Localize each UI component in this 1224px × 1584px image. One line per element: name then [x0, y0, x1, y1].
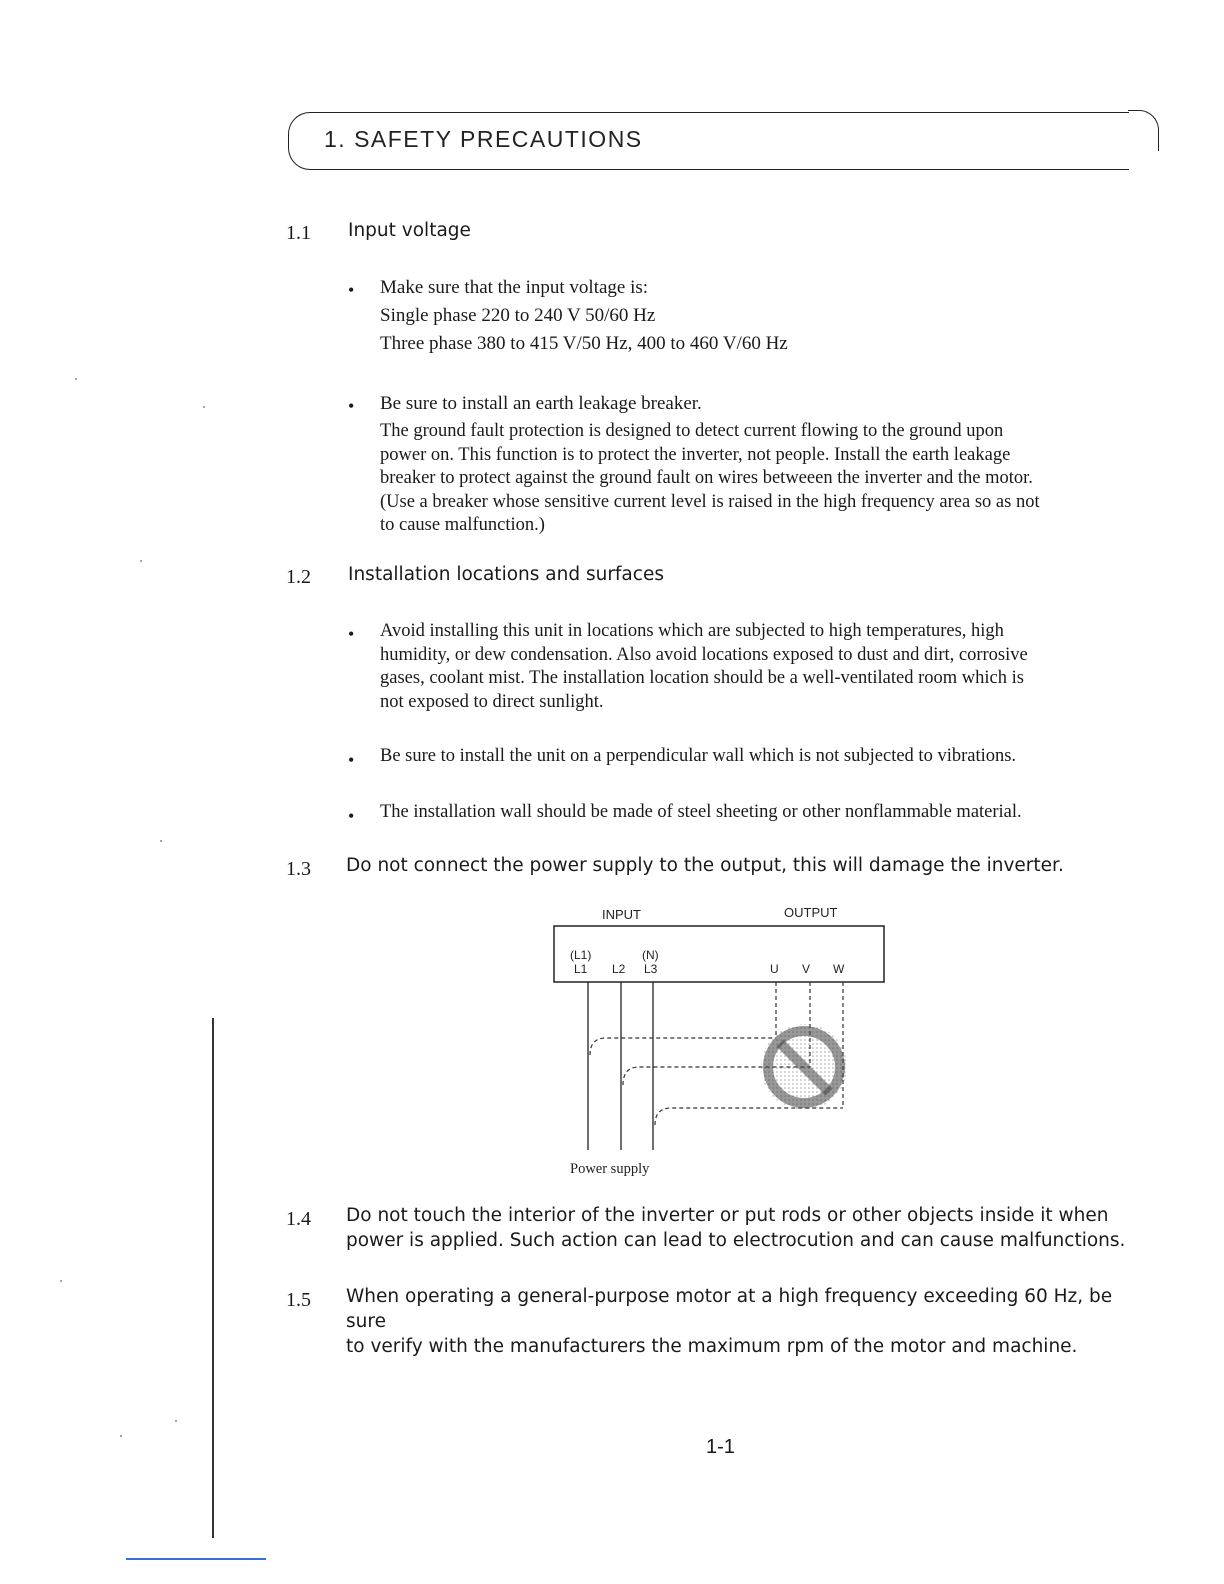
- terminal-label: V: [802, 962, 811, 976]
- bullet: •: [348, 750, 355, 770]
- scan-speck: [120, 1435, 122, 1437]
- section-text-1-3: Do not connect the power supply to the output, this will damage the inverter.: [346, 855, 1064, 876]
- terminal-label: L2: [612, 962, 626, 976]
- page-number: 1-1: [706, 1436, 735, 1458]
- wiring-diagram: [540, 895, 900, 1185]
- section-number-1-2: 1.2: [286, 566, 311, 588]
- bullet-paragraph: Avoid installing this unit in locations which are subjected to high temperatures, high humidity, or dew condensation. Also avoid locations exposed to dust and dirt, corrosive gases, coolant mist. The installation location should be a well-ventilated room which is not exposed to direct sunlight.: [380, 621, 1028, 712]
- section-number-1-1: 1.1: [286, 222, 311, 244]
- section-text-1-5: When operating a general-purpose motor at a high frequency exceeding 60 Hz, be sure to verify with the manufacturers the maximum rpm of the motor and machine.: [346, 1286, 1113, 1357]
- bullet-paragraph: The installation wall should be made of steel sheeting or other nonflammable material.: [380, 802, 1022, 822]
- scan-speck: [75, 378, 77, 380]
- terminal-label: L3: [644, 962, 658, 976]
- terminal-label: U: [770, 962, 779, 976]
- bullet-title: Be sure to install an earth leakage breaker.: [380, 393, 702, 414]
- scan-speck: [175, 1420, 177, 1422]
- terminal-alt-label: (N): [642, 948, 659, 962]
- section-header-corner: [1128, 110, 1159, 151]
- bullet: •: [348, 396, 355, 416]
- bullet-paragraph: The ground fault protection is designed to detect current flowing to the ground upon power on. This function is to protect the inverter, not people. Install the earth leakage breaker to protect against the ground fault on wires betweeen the inverter and the motor. (Use a breaker whose sensitive current level is raised in the high frequency area so as not to cause malfunction.): [380, 421, 1040, 535]
- bullet-paragraph: Be sure to install the unit on a perpendicular wall which is not subjected to vibrations.: [380, 746, 1017, 766]
- section-heading-1-2: Installation locations and surfaces: [348, 564, 664, 585]
- scan-edge-line: [126, 1558, 266, 1560]
- output-label: OUTPUT: [784, 905, 838, 920]
- section-text-1-4: Do not touch the interior of the inverter or put rods or other objects inside it when power is applied. Such action can lead to electrocution and can cause malfunctions.: [346, 1205, 1126, 1251]
- scan-speck: [203, 406, 205, 408]
- power-supply-label: Power supply: [570, 1161, 650, 1177]
- bullet: •: [348, 624, 355, 644]
- prohibited-icon: [761, 1024, 847, 1110]
- section-number-1-3: 1.3: [286, 858, 311, 880]
- terminal-label: W: [833, 962, 845, 976]
- section-number-1-4: 1.4: [286, 1208, 311, 1230]
- scan-speck: [60, 1280, 62, 1282]
- scan-speck: [140, 560, 142, 562]
- scan-margin-line: [212, 1018, 214, 1538]
- bullet: •: [348, 280, 355, 300]
- section-number-1-5: 1.5: [286, 1289, 311, 1311]
- bullet: •: [348, 806, 355, 826]
- bullet-text: Make sure that the input voltage is: Single phase 220 to 240 V 50/60 Hz Three phase 380 to 415 V/50 Hz, 400 to 460 V/60 Hz: [380, 277, 788, 354]
- terminal-alt-label: (L1): [570, 948, 592, 962]
- section-heading-1-1: Input voltage: [348, 220, 471, 241]
- terminal-label: L1: [574, 962, 588, 976]
- input-label: INPUT: [602, 907, 641, 922]
- section-title: 1. SAFETY PRECAUTIONS: [324, 126, 643, 152]
- scan-speck: [160, 840, 162, 842]
